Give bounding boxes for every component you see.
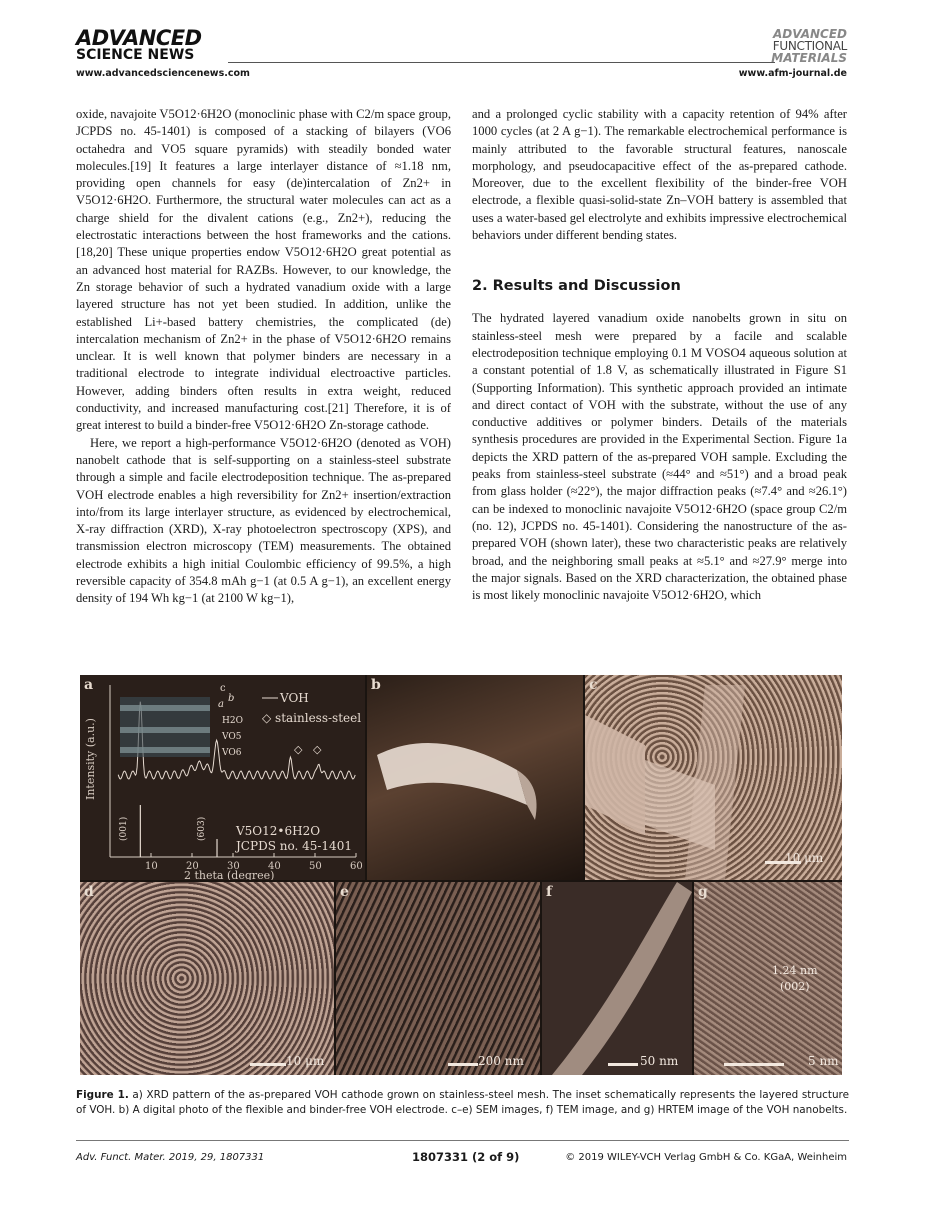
panel-e-sem (336, 882, 540, 1075)
xrd-chart (80, 675, 365, 880)
panel-label-e: e (340, 884, 349, 900)
caption-text: a) XRD pattern of the as-prepared VOH cathode grown on stainless-steel mesh. The inset schematically represents the layered structure of VOH. b) A digital photo of the flexible and binder-free VOH electrode. c–e) SEM images, f) TEM image, and g) HRTEM image of the VOH nanobelts. (76, 1089, 849, 1116)
panel-a-xrd (80, 675, 365, 880)
scale-bar-f (608, 1063, 638, 1066)
electrode-photo (367, 675, 583, 880)
inset-axis-c: c (220, 683, 226, 694)
inset-legend-vo6: VO6 (222, 748, 242, 758)
journal-url[interactable]: www.afm-journal.de (738, 68, 847, 79)
panel-label-f: f (546, 884, 553, 900)
panel-label-d: d (84, 884, 94, 900)
panel-f-tem (542, 882, 692, 1075)
peak-label-001: (001) (119, 816, 129, 841)
journal-logo-line3: MATERIALS (771, 51, 847, 65)
lattice-spacing-label: 1.24 nm (772, 964, 818, 977)
panel-b-photo (367, 675, 583, 880)
inset-legend-h2o: H2O (222, 716, 243, 726)
footer-page-number: 1807331 (2 of 9) (412, 1150, 520, 1164)
panel-g-hrtem (694, 882, 842, 1075)
footer-rule (76, 1140, 849, 1141)
journal-logo-line2: FUNCTIONAL (772, 39, 847, 53)
publisher-logo (76, 28, 202, 63)
caption-label: Figure 1. (76, 1089, 129, 1101)
inset-legend-vo5: VO5 (222, 732, 242, 742)
panel-label-a: a (84, 677, 94, 693)
figure-caption (76, 1088, 849, 1118)
scale-label-f: 50 nm (640, 1054, 679, 1068)
x-tick-label-20: 20 (186, 861, 199, 872)
journal-logo-line1: ADVANCED (772, 27, 847, 41)
publisher-logo-top: ADVANCED (76, 26, 202, 50)
right-paragraph-2: The hydrated layered vanadium oxide nanobelts grown in situ on stainless-steel mesh were prepared by a facile and scalable electrodeposition technique employing 0.1 M VOSO4 aqueous solution at a constant potential of 1.8 V, as schematically illustrated in Figure S1 (Supporting Information). This synthetic approach provided an intimate and direct contact of VOH with the substrate, without the use of any conductive additives or polymer binders. Details of the materials synthesis procedures are provided in the Experimental Section. Figure 1a depicts the XRD pattern of the as-prepared VOH sample. Excluding the peaks from stainless-steel substrate (≈44° and ≈51°) and a broad peak from glass holder (≈22°), the major diffraction peaks (≈7.4° and ≈26.1°) can be indexed to monoclinic navajoite V5O12·6H2O (space group C2/m (no. 12), JCPDS no. 45-1401). Considering the nanostructure of the as-prepared VOH (shown later), these two characteristic peaks are relatively broad, and the neighboring small peaks at ≈5.1° and ≈27.9° merge into the major signals. Based on the XRD characterization, the obtained phase is most likely monoclinic navajoite V5O12·6H2O, which (472, 311, 847, 603)
scale-bar-e (448, 1063, 478, 1066)
left-paragraph-2: Here, we report a high-performance V5O12·6H2O (denoted as VOH) nanobelt cathode that is self-supporting on a stainless-steel substrate through a simple and facile electrodeposition technique. The as-prepared VOH electrode enables a high reversibility for Zn2+ insertion/extraction into/from its large interlayer structure, as evidenced by electrochemical, X-ray diffraction (XRD), X-ray photoelectron spectroscopy (XPS), and transmission electron microscopy (TEM) measurements. The obtained electrode exhibits a high initial Coulombic efficiency of 99.5%, a high reversible capacity of 354.8 mAh g−1 (at 0.5 A g−1), an excellent energy density of 194 Wh kg−1 (at 2100 W kg−1), (76, 435, 451, 606)
reference-card: JCPDS no. 45-1401 (236, 839, 352, 853)
panel-d-sem (80, 882, 334, 1075)
inset-structure (120, 697, 210, 757)
lattice-plane-label: (002) (780, 980, 810, 993)
legend-voh: VOH (280, 691, 309, 705)
inset-axis-a: a (218, 699, 224, 710)
left-column (76, 106, 451, 608)
figure-1 (80, 675, 842, 1075)
scale-label-e: 200 nm (478, 1054, 524, 1068)
scale-bar-d (250, 1063, 286, 1066)
scale-label-g: 5 nm (808, 1054, 839, 1068)
right-column (472, 106, 847, 604)
sem-image-c (585, 675, 842, 880)
footer-copyright: © 2019 WILEY-VCH Verlag GmbH & Co. KGaA, Weinheim (565, 1152, 847, 1163)
panel-label-c: c (589, 677, 598, 693)
panel-c-sem (585, 675, 842, 880)
panel-label-b: b (371, 677, 381, 693)
journal-logo (771, 28, 847, 64)
reference-name: V5O12•6H2O (236, 824, 321, 838)
inset-axis-b: b (228, 693, 235, 704)
scale-label-c: 10 μm (785, 851, 824, 865)
ss-marker-51: ◇ (313, 743, 322, 756)
peak-label-603: (603) (197, 816, 207, 841)
right-paragraph-1: and a prolonged cyclic stability with a capacity retention of 94% after 1000 cycles (at 2 A g−1). The remarkable electrochemical performance is mainly attributed to the favorable structural features, nanoscale morphology, and pseudocapacitive effect of the as-prepared cathode. Moreover, due to the excellent flexibility of the binder-free VOH electrode, a flexible quasi-solid-state Zn–VOH battery is assembled that uses a water-based gel electrolyte and exhibits impressive electrochemical behaviors under different bending states. (472, 107, 847, 243)
x-tick-label-50: 50 (309, 861, 322, 872)
header-rule (228, 62, 775, 63)
tem-image-f (542, 882, 692, 1075)
y-axis-label: Intensity (a.u.) (84, 718, 97, 800)
legend-stainless-steel: ◇ stainless-steel (262, 711, 362, 725)
left-paragraph-1: oxide, navajoite V5O12·6H2O (monoclinic phase with C2/m space group, JCPDS no. 45-1401) is composed of a stacking of bilayers (VO6 octahedra and VO5 square pyramids) with steadily bonded water molecules.[19] It features a large interlayer distance of ≈1.18 nm, providing open channels for easy (de)intercalation of Zn2+ in V5O12·6H2O. Furthermore, the structural water molecules can act as a charge shield for the divalent cations (e.g., Zn2+), reducing the electrostatic interactions between the host frameworks and the cations.[18,20] These unique properties endow V5O12·6H2O great potential as an advanced host material for RAZBs. However, to our knowledge, the Zn storage behavior of such a hydrated vanadium oxide with a large layered structure has not yet been studied. In addition, unlike the established Li+-based battery chemistries, the complicated (de) intercalation mechanism of Zn2+ in the phase of V5O12·6H2O remains unclear. It is well known that polymer binders are necessary in a traditional electrode to integrate individual electroactive particles. However, adding binders often results in extra weight, reduced conductivity, and increased manufacturing cost.[21] Therefore, it is of great interest to build a binder-free V5O12·6H2O Zn-storage cathode. (76, 107, 451, 433)
x-tick-label-40: 40 (268, 861, 281, 872)
x-axis-label: 2 theta (degree) (184, 869, 275, 880)
scale-label-d: 10 μm (286, 1054, 325, 1068)
publisher-url[interactable]: www.advancedsciencenews.com (76, 68, 250, 79)
x-tick-label-30: 30 (227, 861, 240, 872)
x-tick-label-10: 10 (145, 861, 158, 872)
footer-citation: Adv. Funct. Mater. 2019, 29, 1807331 (76, 1152, 265, 1163)
scale-bar-g (724, 1063, 784, 1066)
section-title: 2. Results and Discussion (472, 278, 681, 295)
x-tick-label-60: 60 (350, 861, 363, 872)
panel-label-g: g (698, 884, 708, 900)
publisher-logo-bottom: SCIENCE NEWS (76, 47, 195, 63)
ss-marker-44: ◇ (294, 743, 303, 756)
